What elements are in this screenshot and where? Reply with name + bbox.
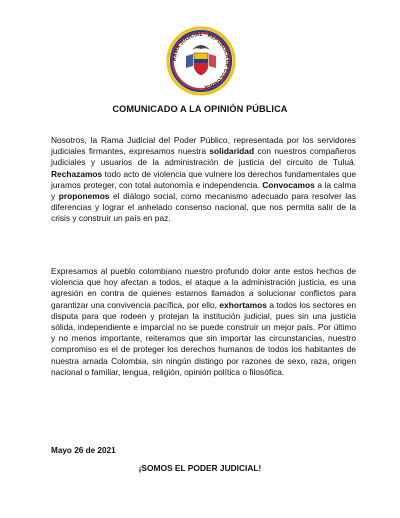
paragraph-condolence: Expresamos al pueblo colombiano nuestro profundo dolor ante estos hechos de violencia que hoy afectan a todos, el ataque a la administración justicia, es una agresión en contra de quienes estamos llamados a solucionar conflictos para garantizar una convivencia pacífica, por ello, exhortamos a todos los sectores en disputa para que rodeen y protejan la institución judicial, pues sin una justicia sólida, independiente e imparcial no se puede construir un mejor país. Por último y no menos importante, reiteramos que sin importar las circunstancias, nuestro compromiso es el de proteger los derechos humanos de todos los habitantes de nuestra amada Colombia, sin ningún distingo por razones de sexo, raza, origen nacional o familiar, lengua, religión, opinión política o filosófica. — [51, 266, 356, 377]
paragraph-solidarity: Nosotros, la Rama Judicial del Poder Público, representada por los servidores judiciales firmantes, expresamos nuestra solidaridad con nuestros compañeros judiciales y usuarios de la administración de justicia del circuito de Tuluá. Rechazamos todo acto de violencia que vulnere los derechos fundamentales que juramos proteger, con total autonomía e independencia. Convocamos a la calma y proponemos el diálogo social, como mecanismo adecuado para resolver las diferencias y lograr el anhelado consenso nacional, que nos permita salir de la crisis y construir un país en paz. — [51, 135, 357, 224]
rama-judicial-seal-icon — [166, 26, 236, 96]
closing-slogan: ¡SOMOS EL PODER JUDICIAL! — [138, 463, 262, 473]
flag-left — [186, 54, 193, 68]
condor-shape — [192, 45, 210, 50]
shield-band-blue — [194, 59, 208, 63]
rama-judicial-logo — [166, 26, 236, 96]
shield-band-red — [194, 63, 208, 75]
document-title: COMUNICADO A LA OPINIÓN PÚBLICA — [112, 104, 288, 114]
document-date: Mayo 26 de 2021 — [51, 446, 116, 455]
logo-ring-text: RAMA JUDICIAL · REPÚBLICA DE COLOMBIA — [171, 31, 231, 90]
flag-right — [209, 54, 216, 68]
